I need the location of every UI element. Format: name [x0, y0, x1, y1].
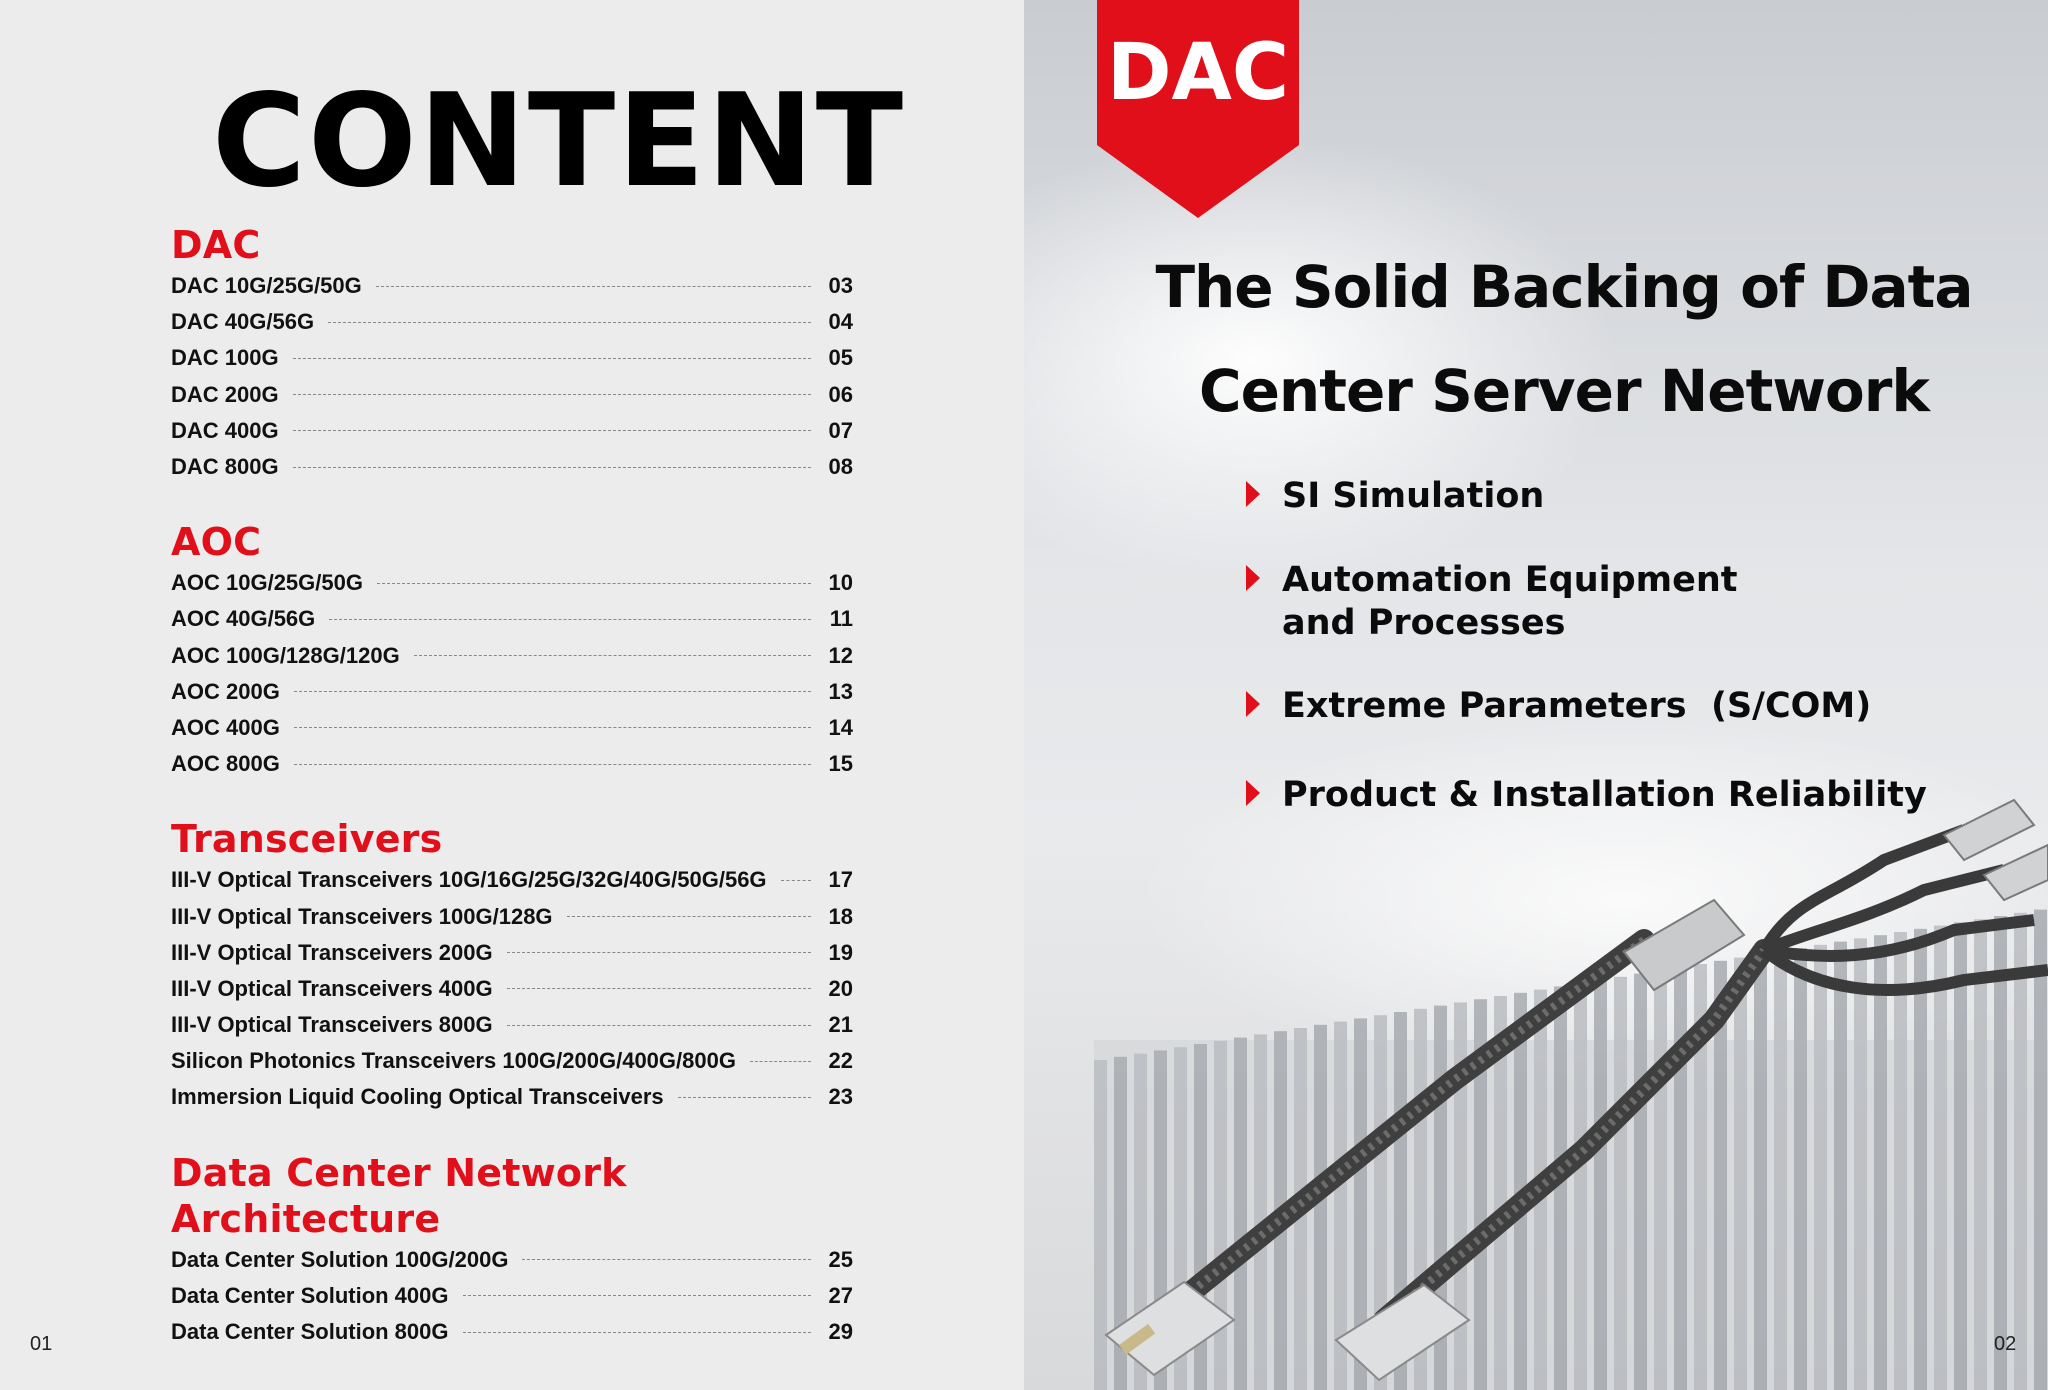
server-rack: [1214, 1041, 1227, 1390]
red-arrow-icon: [1246, 481, 1260, 507]
toc-entry-label: Data Center Solution 400G: [171, 1282, 449, 1308]
feature-label: Automation Equipment and Processes: [1282, 560, 1738, 643]
page-title: CONTENT: [212, 67, 906, 216]
dotted-leader: [567, 916, 811, 917]
table-of-contents: [171, 222, 853, 1384]
page-number-right: 02: [1994, 1333, 2017, 1355]
server-rack: [1754, 954, 1767, 1390]
server-rack: [1654, 970, 1667, 1390]
toc-entry[interactable]: [171, 1007, 853, 1043]
feature-label: Product & Installation Reliability: [1282, 775, 1927, 815]
toc-entry[interactable]: [171, 935, 853, 971]
toc-entry-label: Silicon Photonics Transceivers 100G/200G/400G/800G: [171, 1048, 736, 1074]
toc-entry-label: III-V Optical Transceivers 200G: [171, 939, 493, 965]
toc-entry-page: 08: [828, 454, 853, 480]
toc-entry-label: DAC 100G: [171, 345, 279, 371]
server-rack: [2014, 913, 2027, 1390]
server-rack: [1994, 916, 2007, 1390]
toc-section-heading: Data Center Network Architecture: [171, 1150, 627, 1241]
server-rack: [1794, 948, 1807, 1390]
toc-entry-label: DAC 10G/25G/50G: [171, 273, 362, 299]
server-rack: [1674, 967, 1687, 1390]
toc-entry[interactable]: [171, 340, 853, 376]
toc-entry-page: 21: [828, 1012, 853, 1038]
toc-entry[interactable]: [171, 1278, 853, 1314]
feature-label: Extreme Parameters (S/COM): [1282, 686, 1872, 726]
toc-entry-label: DAC 400G: [171, 417, 279, 443]
red-arrow-icon: [1246, 691, 1260, 717]
toc-entry-label: AOC 200G: [171, 678, 280, 704]
server-rack: [1874, 935, 1887, 1390]
toc-entry-page: 07: [828, 417, 853, 443]
toc-entry-page: 17: [828, 867, 853, 893]
toc-entry[interactable]: [171, 1242, 853, 1278]
dotted-leader: [293, 394, 811, 395]
toc-entry[interactable]: [171, 449, 853, 485]
dotted-leader: [293, 467, 811, 468]
feature-item: [1246, 774, 1927, 817]
feature-label: SI Simulation: [1282, 476, 1545, 516]
toc-entry[interactable]: [171, 1043, 853, 1079]
server-rack: [1734, 958, 1747, 1390]
toc-entry-label: AOC 40G/56G: [171, 606, 316, 632]
toc-section: [171, 519, 853, 782]
dotted-leader: [294, 727, 811, 728]
feature-item: [1246, 559, 1738, 645]
toc-entry-page: 06: [828, 381, 853, 407]
toc-entry-label: AOC 400G: [171, 714, 280, 740]
server-rack: [1574, 983, 1587, 1390]
toc-entry[interactable]: [171, 1314, 853, 1350]
page-number-left: 01: [30, 1333, 53, 1355]
toc-entry-label: III-V Optical Transceivers 800G: [171, 1012, 493, 1038]
server-rack: [1254, 1034, 1267, 1390]
server-rack: [1854, 938, 1867, 1390]
dotted-leader: [293, 430, 811, 431]
dotted-leader: [507, 1025, 811, 1026]
toc-entry[interactable]: [171, 601, 853, 637]
server-rack: [1914, 929, 1927, 1390]
toc-entry-label: DAC 800G: [171, 454, 279, 480]
dotted-leader: [414, 655, 811, 656]
toc-entry[interactable]: [171, 710, 853, 746]
toc-entry[interactable]: [171, 565, 853, 601]
toc-entry-page: 19: [828, 939, 853, 965]
server-rack: [1934, 926, 1947, 1390]
dotted-leader: [463, 1332, 811, 1333]
toc-entry-label: Data Center Solution 100G/200G: [171, 1246, 509, 1272]
toc-entry-label: DAC 40G/56G: [171, 309, 315, 335]
toc-section-heading: Transceivers: [171, 817, 443, 862]
toc-entry[interactable]: [171, 746, 853, 782]
dotted-leader: [463, 1295, 811, 1296]
toc-entry[interactable]: [171, 971, 853, 1007]
toc-section-heading: DAC: [171, 223, 261, 267]
dotted-leader: [750, 1061, 811, 1062]
dotted-leader: [507, 988, 811, 989]
toc-entry-page: 27: [828, 1282, 853, 1308]
server-rack: [1314, 1025, 1327, 1390]
dotted-leader: [781, 880, 811, 881]
toc-entry-label: III-V Optical Transceivers 10G/16G/25G/32G/40G/50G/56G: [171, 867, 767, 893]
toc-entry[interactable]: [171, 674, 853, 710]
toc-entry-page: 29: [828, 1319, 853, 1345]
dotted-leader: [329, 619, 811, 620]
dotted-leader: [377, 583, 811, 584]
right-page: [1024, 0, 2048, 1390]
toc-entry-label: AOC 800G: [171, 751, 280, 777]
toc-entry-label: DAC 200G: [171, 381, 279, 407]
toc-entry-page: 18: [828, 903, 853, 929]
dotted-leader: [678, 1097, 811, 1098]
toc-entry-page: 25: [828, 1246, 853, 1272]
toc-entry-page: 15: [828, 751, 853, 777]
headline-line-1: The Solid Backing of Data: [1155, 253, 1973, 321]
toc-entry[interactable]: [171, 862, 853, 898]
feature-item: [1246, 475, 1544, 518]
server-rack: [2034, 910, 2047, 1390]
toc-entry-label: III-V Optical Transceivers 400G: [171, 975, 493, 1001]
toc-entry[interactable]: [171, 1079, 853, 1115]
red-arrow-icon: [1246, 780, 1260, 806]
headline-line-2: Center Server Network: [1199, 357, 1929, 425]
toc-entry-label: Data Center Solution 800G: [171, 1319, 449, 1345]
dotted-leader: [522, 1259, 811, 1260]
toc-entry-page: 20: [828, 975, 853, 1001]
toc-entry-label: III-V Optical Transceivers 100G/128G: [171, 903, 553, 929]
toc-section-heading: AOC: [171, 520, 262, 565]
dotted-leader: [376, 286, 811, 287]
toc-section: [171, 222, 853, 485]
dotted-leader: [293, 358, 811, 359]
toc-entry[interactable]: [171, 268, 853, 304]
toc-entry[interactable]: [171, 413, 853, 449]
server-rack: [1954, 922, 1967, 1390]
toc-entry-page: 10: [828, 570, 853, 596]
toc-entry-label: AOC 100G/128G/120G: [171, 642, 400, 668]
toc-entry-page: 03: [828, 273, 853, 299]
server-rack: [1634, 974, 1647, 1390]
dotted-leader: [294, 691, 811, 692]
server-rack: [1094, 1060, 1107, 1390]
toc-entry-page: 23: [828, 1084, 853, 1110]
dac-badge-label: DAC: [1106, 28, 1290, 118]
toc-entry-page: 12: [828, 642, 853, 668]
dotted-leader: [328, 322, 811, 323]
server-rack: [1774, 951, 1787, 1390]
toc-entry[interactable]: [171, 377, 853, 413]
toc-entry-page: 04: [828, 309, 853, 335]
feature-item: [1246, 685, 1871, 728]
toc-entry[interactable]: [171, 898, 853, 934]
toc-entry-page: 13: [828, 678, 853, 704]
server-rack: [1974, 919, 1987, 1390]
toc-section: [171, 816, 853, 1115]
toc-entry-label: AOC 10G/25G/50G: [171, 570, 363, 596]
server-rack: [1894, 932, 1907, 1390]
toc-entry-label: Immersion Liquid Cooling Optical Transceivers: [171, 1084, 664, 1110]
server-rack: [1234, 1038, 1247, 1390]
toc-entry-page: 22: [828, 1048, 853, 1074]
toc-entry[interactable]: [171, 304, 853, 340]
red-arrow-icon: [1246, 565, 1260, 591]
toc-entry-page: 05: [828, 345, 853, 371]
toc-entry[interactable]: [171, 638, 853, 674]
toc-entry-page: 11: [829, 606, 853, 632]
toc-entry-page: 14: [828, 714, 853, 740]
dotted-leader: [294, 764, 811, 765]
dotted-leader: [507, 952, 811, 953]
server-rack: [1594, 980, 1607, 1390]
server-rack: [1834, 942, 1847, 1390]
server-rack: [1814, 945, 1827, 1390]
toc-section: [171, 1150, 853, 1351]
server-rack: [1614, 977, 1627, 1390]
